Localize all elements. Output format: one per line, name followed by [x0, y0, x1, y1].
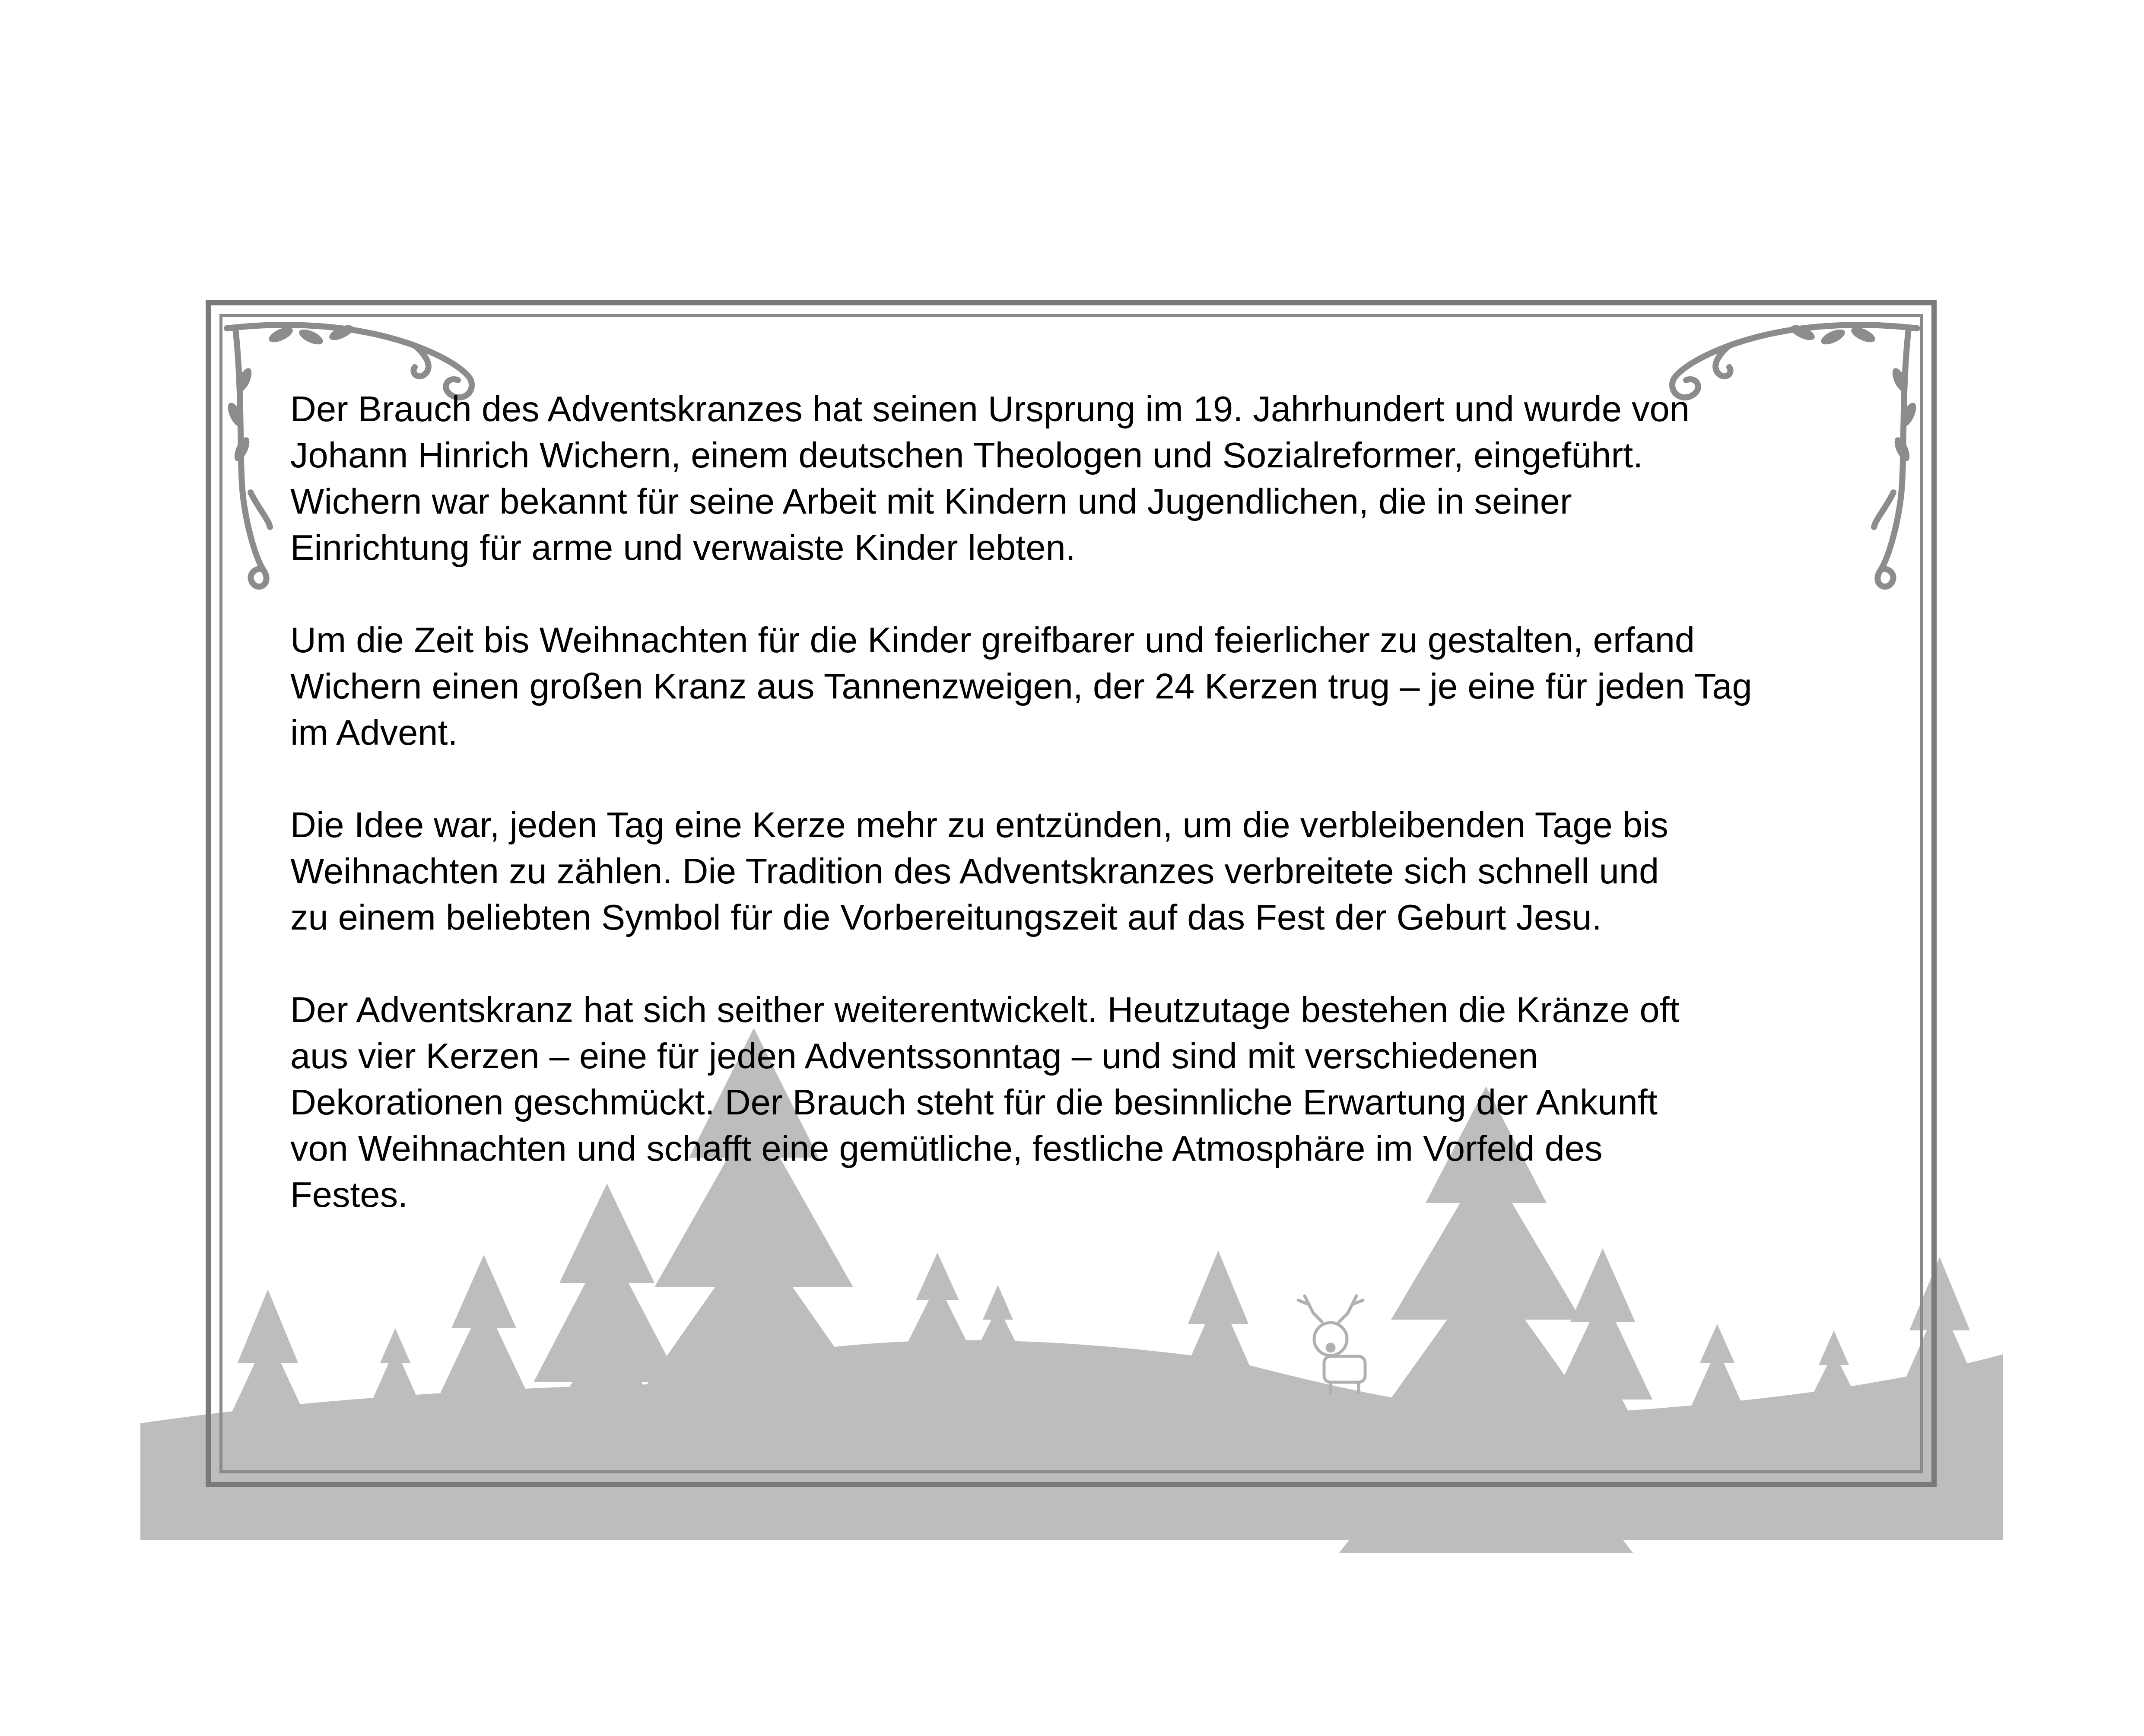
paragraph-today: Der Adventskranz hat sich seither weiterentwickelt. Heutzutage bestehen die Kränze oft aus vier Kerzen – eine für jeden Adventssonntag – und sind mit verschiedenen Dekorationen geschmückt. Der Brauch steht für die besinnliche Erwartung der Ankunft von Weihnachten und schafft eine gemütliche, festliche Atmosphäre im Vorfeld des Festes. — [290, 990, 1680, 1215]
paragraph-origin: Der Brauch des Adventskranzes hat seinen Ursprung im 19. Jahrhundert und wurde von Johann Hinrich Wichern, einem deutschen Theologen und Sozialreformer, eingeführt. Wichern war bekannt für seine Arbeit mit Kindern und Jugendlichen, die in seiner Einrichtung für arme und verwaiste Kinder lebten. — [290, 389, 1690, 568]
paragraph-wreath-invention: Um die Zeit bis Weihnachten für die Kinder greifbarer und feierlicher zu gestalten, erfand Wichern einen großen Kranz aus Tannenzweigen, der 24 Kerzen trug – je eine für jeden Tag im Advent. — [290, 620, 1752, 752]
paragraph-tradition: Die Idee war, jeden Tag eine Kerze mehr zu entzünden, um die verbleibenden Tage bis Weihnachten zu zählen. Die Tradition des Adventskranzes verbreitete sich schnell und zu einem beliebten Symbol für die Vorbereitungszeit auf das Fest der Geburt Jesu. — [290, 805, 1668, 937]
body-text — [290, 386, 1889, 1264]
